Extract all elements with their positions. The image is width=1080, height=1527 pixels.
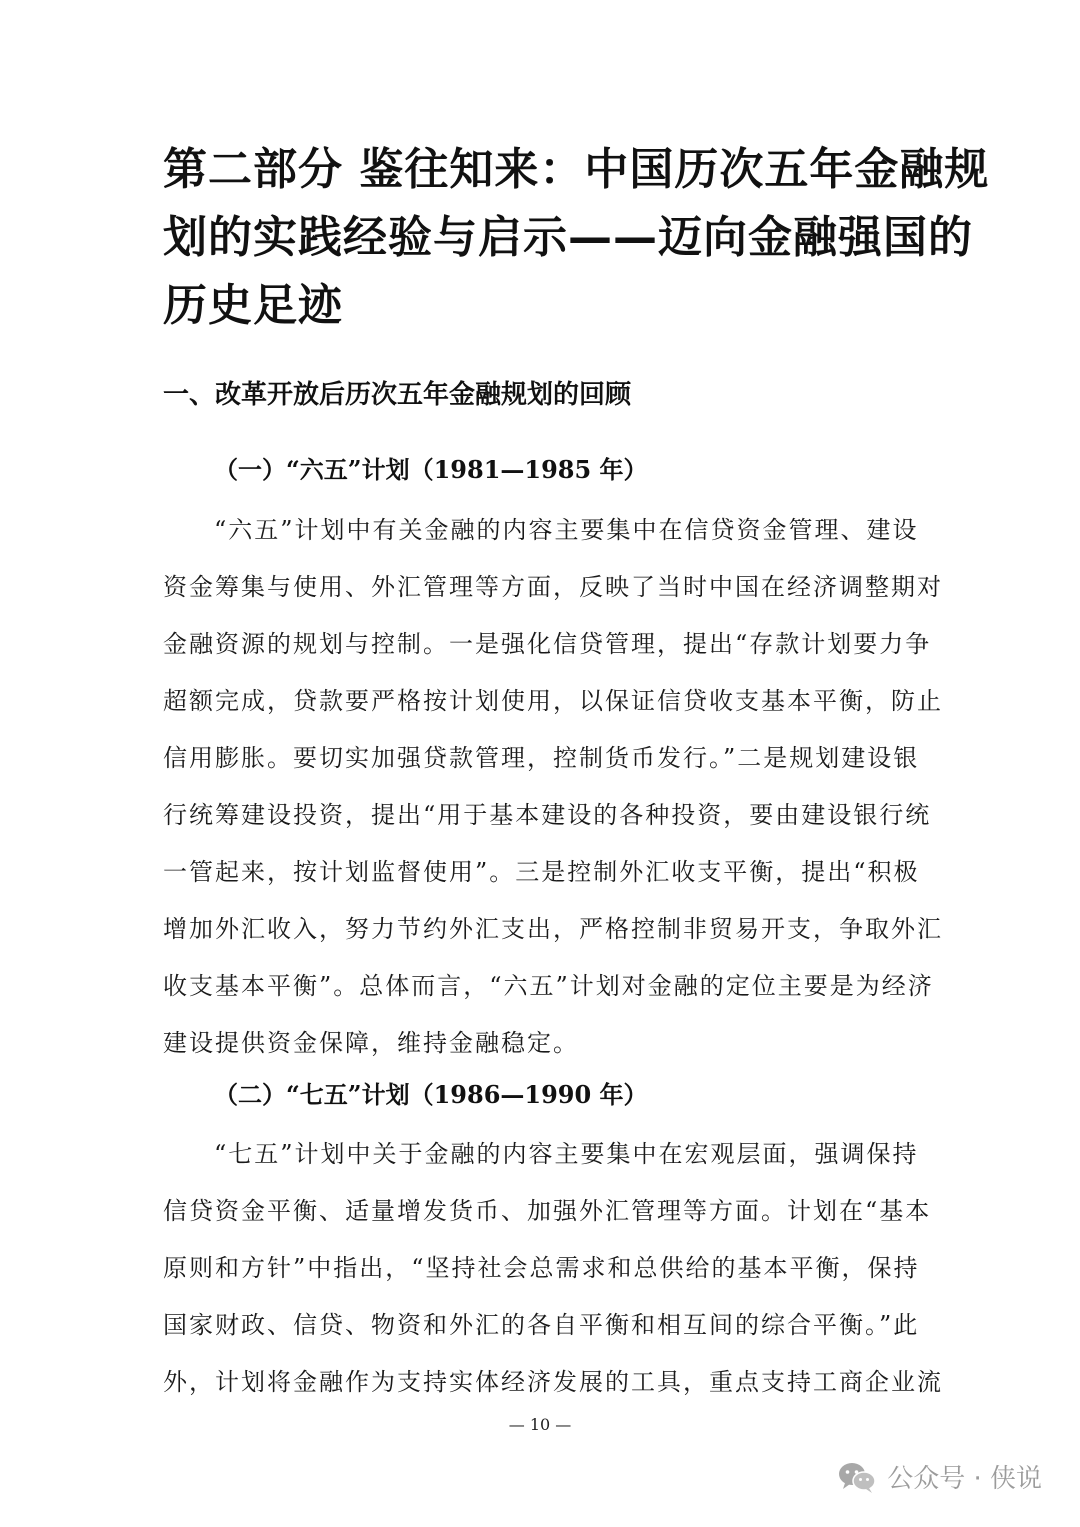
paragraph-line: 国家财政、信贷、物资和外汇的各自平衡和相互间的综合平衡。”此 xyxy=(163,1311,920,1339)
paragraph-line: 外，计划将金融作为支持实体经济发展的工具，重点支持工商企业流 xyxy=(163,1368,943,1396)
paragraph-line: 建设提供资金保障，维持金融稳定。 xyxy=(163,1029,579,1057)
paragraph-line: “七五”计划中关于金融的内容主要集中在宏观层面，强调保持 xyxy=(214,1140,919,1168)
paragraph-line: 信用膨胀。要切实加强贷款管理，控制货币发行。”二是规划建设银 xyxy=(163,744,920,772)
paragraph-line: 增加外汇收入，努力节约外汇支出，严格控制非贸易开支，争取外汇 xyxy=(163,915,943,943)
paragraph-line: 资金筹集与使用、外汇管理等方面，反映了当时中国在经济调整期对 xyxy=(163,573,943,601)
paragraph-line: 一管起来，按计划监督使用”。三是控制外汇收支平衡，提出“积极 xyxy=(163,858,920,886)
watermark-text: 公众号 · 侠说 xyxy=(887,1464,1042,1494)
paragraph-line: 收支基本平衡”。总体而言，“六五”计划对金融的定位主要是为经济 xyxy=(163,972,934,1000)
subsection-heading-2: （二）“七五”计划（1986—1990 年） xyxy=(214,1080,648,1109)
paragraph-line: “六五”计划中有关金融的内容主要集中在信贷资金管理、建设 xyxy=(214,516,919,544)
paragraph-2 xyxy=(163,1126,943,1411)
subsection-heading-1: （一）“六五”计划（1981—1985 年） xyxy=(214,455,648,484)
paragraph-line: 行统筹建设投资，提出“用于基本建设的各种投资，要由建设银行统 xyxy=(163,801,932,829)
watermark xyxy=(837,1458,1042,1495)
wechat-icon xyxy=(837,1460,877,1494)
page-number: — 10 — xyxy=(508,1415,572,1434)
section-title: 一、改革开放后历次五年金融规划的回顾 xyxy=(163,380,632,410)
paragraph-1 xyxy=(163,502,943,1072)
part-title xyxy=(163,136,990,340)
part-title-line: 划的实践经验与启示——迈向金融强国的 xyxy=(163,212,973,263)
paragraph-line: 金融资源的规划与控制。一是强化信贷管理，提出“存款计划要力争 xyxy=(163,630,932,658)
part-title-line: 历史足迹 xyxy=(163,280,343,331)
paragraph-line: 信贷资金平衡、适量增发货币、加强外汇管理等方面。计划在“基本 xyxy=(163,1197,932,1225)
paragraph-line: 原则和方针”中指出，“坚持社会总需求和总供给的基本平衡，保持 xyxy=(163,1254,920,1282)
paragraph-line: 超额完成，贷款要严格按计划使用，以保证信贷收支基本平衡，防止 xyxy=(163,687,943,715)
part-title-line: 第二部分 鉴往知来：中国历次五年金融规 xyxy=(163,144,990,195)
